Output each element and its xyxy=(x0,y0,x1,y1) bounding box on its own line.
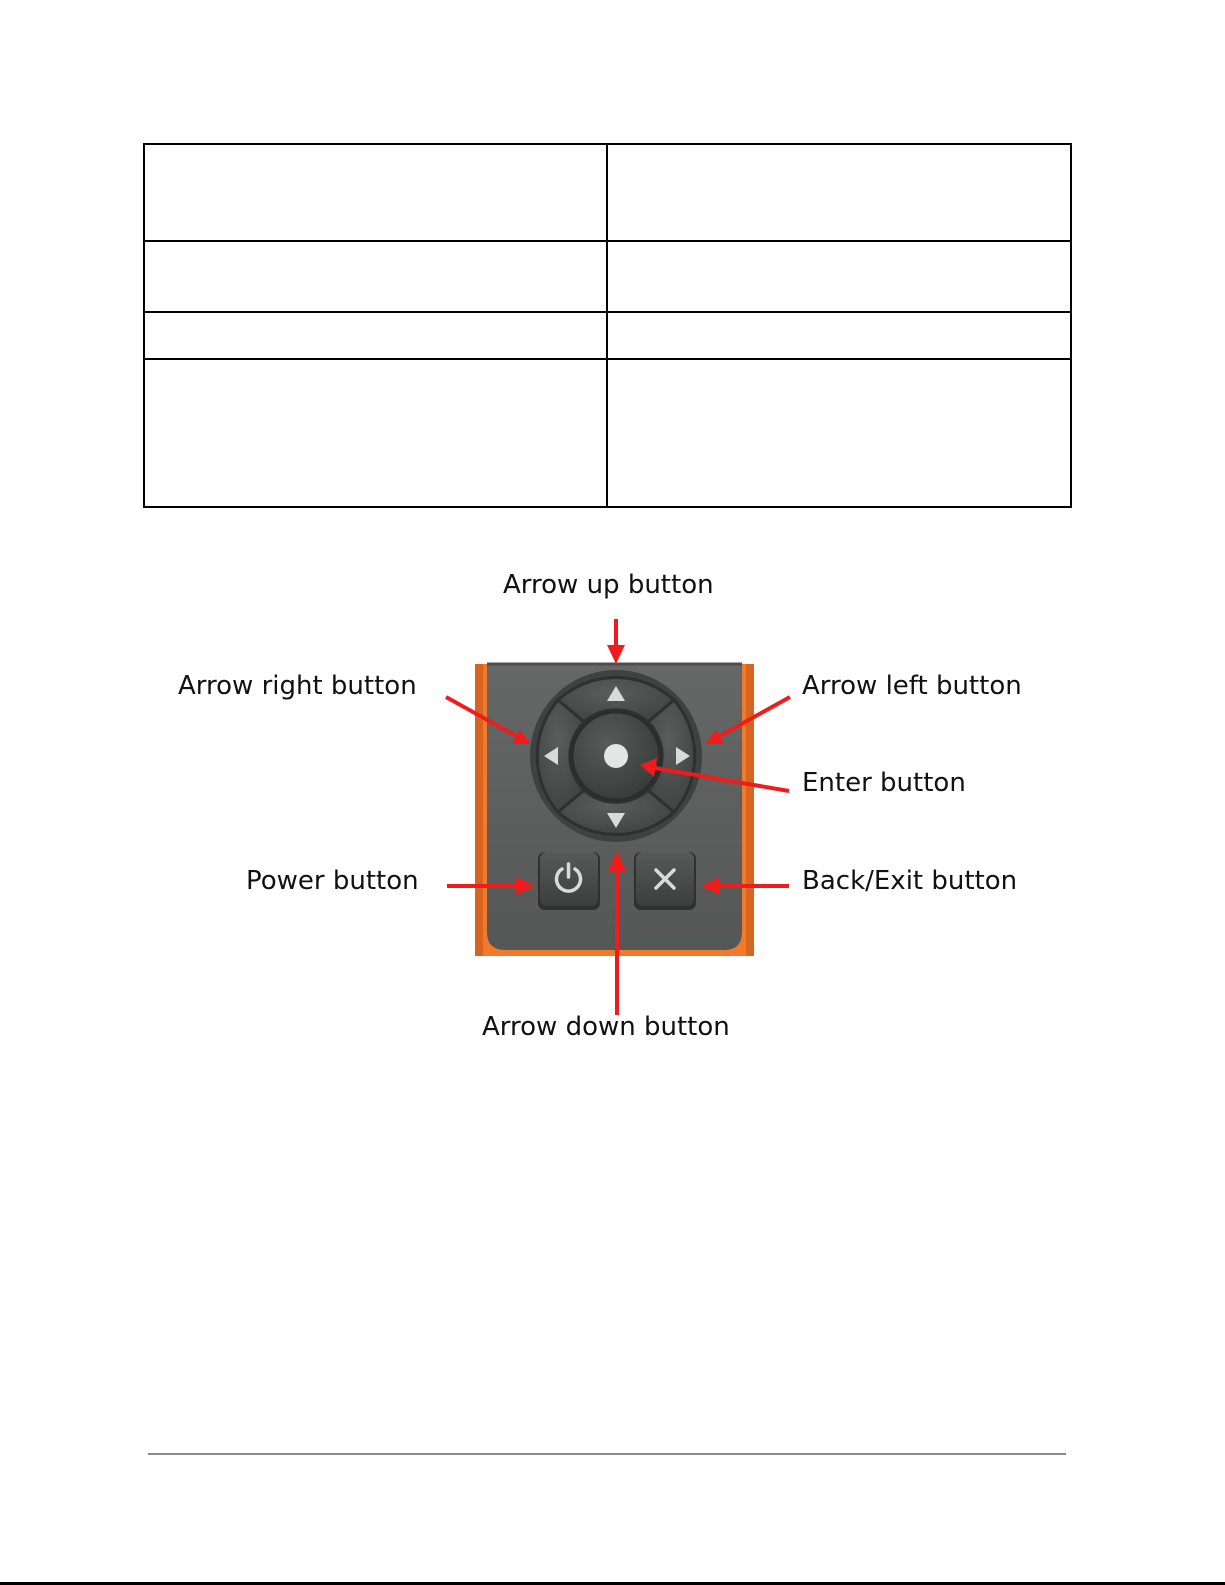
table-row xyxy=(144,144,1071,241)
table-row xyxy=(144,312,1071,359)
footer-divider xyxy=(148,1453,1066,1455)
enter-label: Enter button xyxy=(802,768,966,798)
table-cell xyxy=(607,312,1071,359)
arrow-left-label: Arrow left button xyxy=(802,671,1022,701)
table-row xyxy=(144,241,1071,312)
power-label: Power button xyxy=(246,866,419,896)
table-cell xyxy=(144,312,607,359)
empty-table xyxy=(143,143,1072,508)
arrow-right-label: Arrow right button xyxy=(178,671,417,701)
arrow-down-label: Arrow down button xyxy=(482,1012,730,1042)
table-cell xyxy=(144,144,607,241)
arrow-up-callout xyxy=(607,619,625,664)
keypad-diagram xyxy=(0,540,1225,1060)
table-row xyxy=(144,359,1071,507)
back-exit-label: Back/Exit button xyxy=(802,866,1018,896)
table-cell xyxy=(607,144,1071,241)
arrow-up-label: Arrow up button xyxy=(503,570,714,600)
back-exit-button[interactable] xyxy=(634,852,696,910)
table-cell xyxy=(144,241,607,312)
keypad-figure xyxy=(0,540,1225,1060)
power-button[interactable] xyxy=(538,852,600,910)
table-cell xyxy=(607,241,1071,312)
table-cell xyxy=(607,359,1071,507)
enter-button[interactable] xyxy=(572,712,660,800)
dot-icon xyxy=(604,744,628,768)
table-cell xyxy=(144,359,607,507)
